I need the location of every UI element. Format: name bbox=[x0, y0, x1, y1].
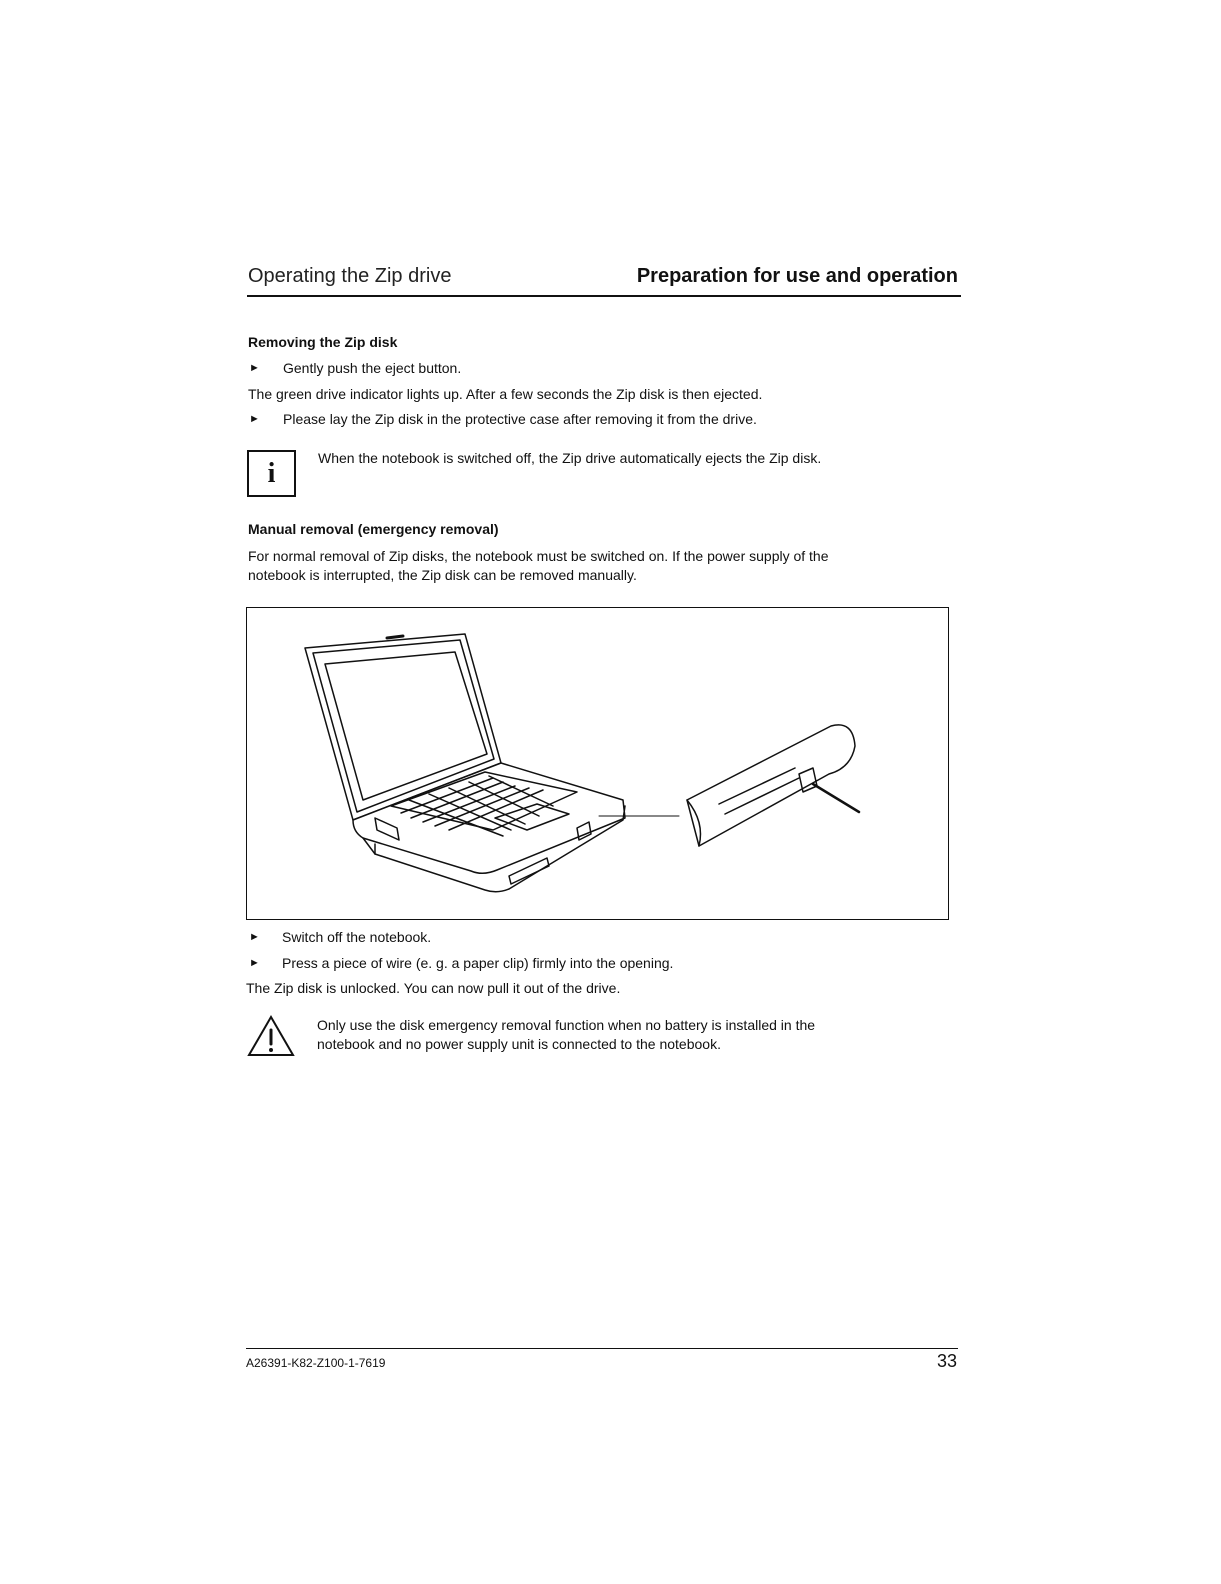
notebook-illustration bbox=[246, 607, 949, 920]
manual-step-2: Press a piece of wire (e. g. a paper clip) firmly into the opening. bbox=[282, 955, 674, 971]
header-divider bbox=[247, 295, 961, 297]
manual-step-1: Switch off the notebook. bbox=[282, 929, 432, 945]
chapter-title: Preparation for use and operation bbox=[636, 265, 958, 287]
warning-icon bbox=[246, 1014, 296, 1058]
removing-step-1: Gently push the eject button. bbox=[283, 360, 462, 376]
removing-step-2: Please lay the Zip disk in the protective case after removing it from the drive. bbox=[283, 411, 757, 427]
bullet-arrow-icon: ► bbox=[249, 931, 260, 943]
removing-heading: Removing the Zip disk bbox=[248, 334, 398, 350]
page-number: 33 bbox=[936, 1351, 957, 1371]
warning-line-1: Only use the disk emergency removal function when no battery is installed in the bbox=[317, 1017, 816, 1033]
info-icon bbox=[247, 450, 296, 497]
notebook-drawing bbox=[247, 608, 947, 918]
warning-line-2: notebook and no power supply unit is connected to the notebook. bbox=[317, 1036, 721, 1052]
section-title: Operating the Zip drive bbox=[248, 265, 452, 287]
bullet-arrow-icon: ► bbox=[249, 413, 260, 425]
doc-number: A26391-K82-Z100-1-7619 bbox=[246, 1356, 386, 1370]
manual-heading: Manual removal (emergency removal) bbox=[248, 521, 499, 537]
manual-intro-line-2: notebook is interrupted, the Zip disk can be removed manually. bbox=[248, 567, 637, 583]
removing-result: The green drive indicator lights up. After a few seconds the Zip disk is then ejected. bbox=[248, 386, 763, 402]
bullet-arrow-icon: ► bbox=[249, 957, 260, 969]
info-letter: i bbox=[267, 458, 276, 489]
manual-result: The Zip disk is unlocked. You can now pull it out of the drive. bbox=[246, 980, 621, 996]
bullet-arrow-icon: ► bbox=[249, 362, 260, 374]
footer-divider bbox=[246, 1348, 958, 1349]
manual-intro-line-1: For normal removal of Zip disks, the notebook must be switched on. If the power supply of the bbox=[248, 548, 829, 564]
info-note: When the notebook is switched off, the Zip drive automatically ejects the Zip disk. bbox=[318, 450, 822, 466]
